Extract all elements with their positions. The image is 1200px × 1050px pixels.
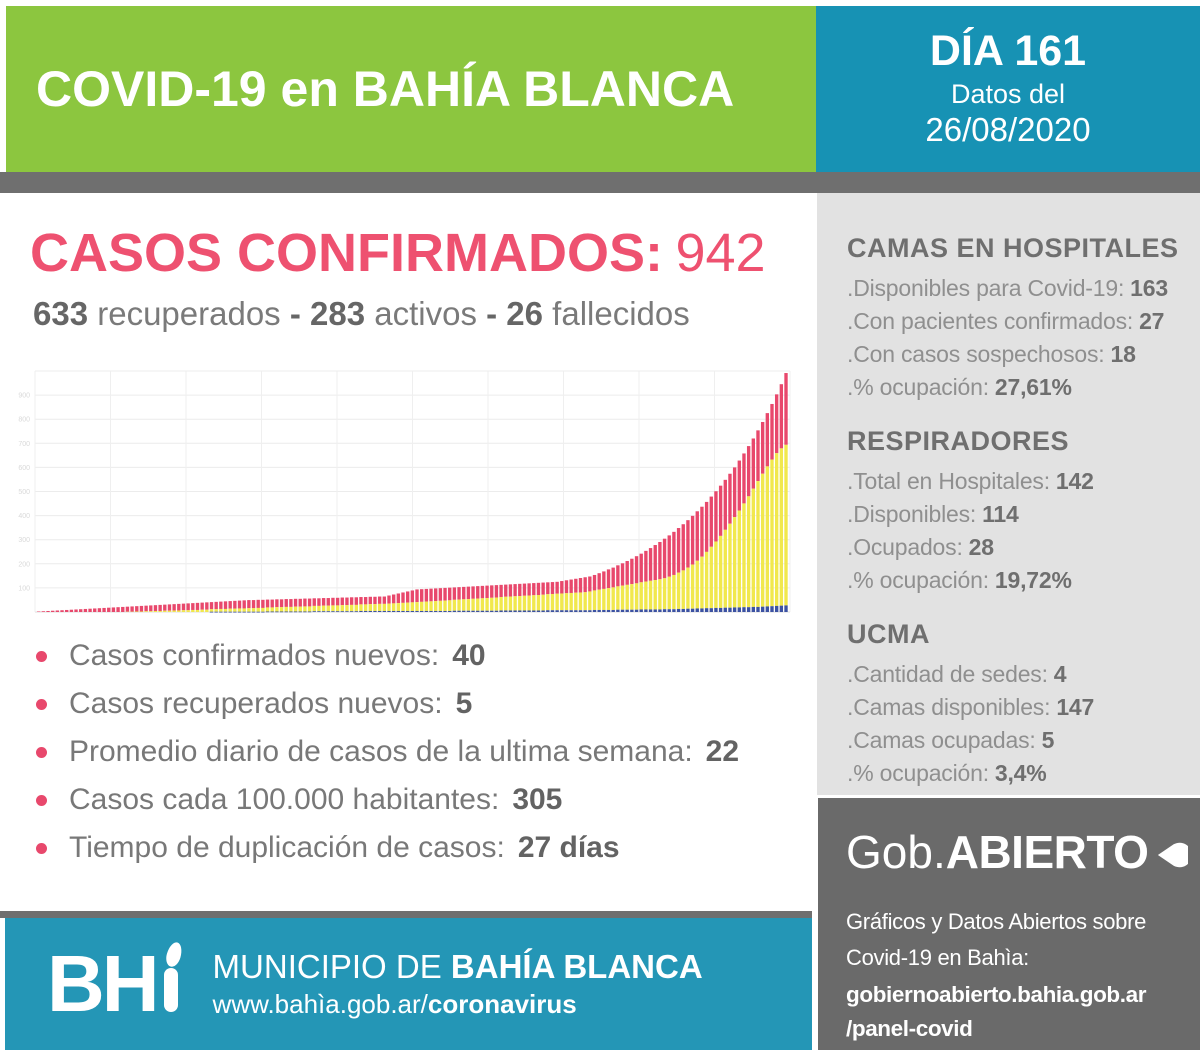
section-stat-label: .Camas disponibles: [847, 694, 1051, 720]
municipality-name-regular: MUNICIPIO DE [212, 948, 451, 985]
stat-value: 40 [452, 639, 486, 672]
bhi-logo-i-stem [164, 968, 178, 1012]
section-stat [847, 498, 1200, 531]
panel-description-line2: Covid-19 en Bahìa: [846, 945, 1029, 970]
municipality-url [213, 987, 703, 1021]
footer [5, 918, 812, 1050]
municipality-block [213, 947, 703, 1021]
stat-item [36, 776, 806, 824]
bhi-logo-i [163, 942, 183, 1026]
section-title: RESPIRADORES [847, 426, 1070, 456]
panel-description-line1: Gráficos y Datos Abiertos sobre [846, 909, 1147, 934]
municipality-url-regular: www.bahìa.gob.ar/ [212, 989, 428, 1019]
section-stat-label: .Disponibles: [847, 501, 977, 527]
svg-text:400: 400 [18, 513, 30, 521]
gov-logo-light: Gob. [846, 826, 946, 878]
section-stat [847, 371, 1200, 404]
municipality-name-bold: BAHÍA BLANCA [450, 948, 703, 985]
date-value: 26/08/2020 [925, 110, 1091, 148]
section-stat [847, 757, 1200, 790]
panel-description [846, 904, 1190, 976]
section-stat [847, 564, 1200, 597]
stat-item [36, 680, 806, 728]
section-stat-value: 27 [1139, 308, 1165, 334]
bullet-icon [36, 747, 47, 758]
section-stat [847, 531, 1200, 564]
section-stat-value: 114 [982, 501, 1019, 527]
gov-drop-icon [1156, 839, 1188, 871]
section-stat-label: .% ocupación: [847, 760, 989, 786]
summary-part: activos [365, 295, 487, 332]
svg-text:900: 900 [18, 392, 30, 400]
summary-part: - 283 [289, 295, 366, 332]
bhi-logo-text: BH [47, 939, 157, 1028]
section-stat-value: 3,4% [994, 760, 1047, 786]
confirmed-cases-heading [30, 222, 766, 284]
summary-part: recuperados [88, 295, 290, 332]
stat-value: 22 [705, 735, 740, 768]
svg-text:600: 600 [18, 464, 30, 472]
section-stat [847, 691, 1200, 724]
confirmed-count: 942 [675, 223, 766, 283]
date-label: Datos del [950, 79, 1066, 110]
divider-bar-bottom [0, 911, 812, 918]
section-stat-label: .Con pacientes confirmados: [847, 308, 1134, 334]
stat-label: Casos confirmados nuevos: [69, 639, 440, 672]
confirmed-label: CASOS CONFIRMADOS: [30, 223, 663, 283]
bullet-icon [36, 651, 47, 662]
day-counter: DÍA 161 [929, 27, 1087, 76]
sidebar-section [847, 428, 1200, 597]
sidebar-section [847, 235, 1200, 404]
page-title: COVID-19 en BAHÍA BLANCA [36, 61, 735, 117]
section-stat-value: 142 [1055, 468, 1094, 494]
stat-label: Casos cada 100.000 habitantes: [69, 783, 500, 816]
panel-url-line1: gobiernoabierto.bahia.gob.ar [846, 982, 1147, 1007]
gov-abierto-panel [818, 798, 1200, 1050]
section-stat [847, 338, 1200, 371]
section-stat-value: 163 [1130, 275, 1168, 301]
section-stat [847, 465, 1200, 498]
gov-logo-bold: ABIERTO [945, 826, 1149, 878]
panel-url-line2: /panel-covid [846, 1016, 973, 1041]
section-stat-label: .Disponibles para Covid-19: [847, 275, 1125, 301]
stat-value: 27 días [517, 831, 620, 864]
svg-text:800: 800 [18, 416, 30, 424]
cases-chart [8, 363, 800, 619]
municipality-name [213, 947, 703, 987]
bullet-icon [36, 795, 47, 806]
cases-summary [33, 295, 690, 333]
section-stat-label: .Total en Hospitales: [847, 468, 1050, 494]
stat-value: 5 [455, 687, 473, 720]
sidebar-section [847, 621, 1200, 790]
section-stat [847, 272, 1200, 305]
header-date-box [816, 6, 1200, 172]
section-stat-label: .Cantidad de sedes: [847, 661, 1048, 687]
stat-item [36, 632, 806, 680]
section-stat-value: 147 [1056, 694, 1095, 720]
stat-item [36, 728, 806, 776]
hospital-stats-sidebar [817, 193, 1200, 795]
svg-text:700: 700 [18, 440, 30, 448]
municipality-url-bold: coronavirus [427, 989, 577, 1019]
bullet-icon [36, 843, 47, 854]
section-title: CAMAS EN HOSPITALES [847, 233, 1179, 263]
section-stat-label: .Con casos sospechosos: [847, 341, 1105, 367]
stat-value: 305 [512, 783, 563, 816]
stacked-bar-chart [8, 363, 800, 619]
stat-label: Tiempo de duplicación de casos: [69, 831, 505, 864]
section-stat-value: 28 [968, 534, 994, 560]
section-title: UCMA [847, 619, 930, 649]
panel-url [846, 978, 1190, 1046]
svg-text:300: 300 [18, 537, 30, 545]
stat-label: Casos recuperados nuevos: [69, 687, 443, 720]
section-stat-label: .% ocupación: [847, 567, 989, 593]
bhi-logo-i-dot [163, 941, 183, 969]
summary-part: fallecidos [543, 295, 690, 332]
stat-item [36, 824, 806, 872]
svg-text:500: 500 [18, 489, 30, 496]
header-green [6, 6, 816, 172]
svg-text:200: 200 [18, 561, 30, 569]
section-stat [847, 305, 1200, 338]
section-stat-value: 27,61% [994, 374, 1072, 400]
section-stat-value: 5 [1041, 727, 1055, 753]
divider-bar-top [0, 172, 1200, 193]
summary-part: - 26 [486, 295, 543, 332]
section-stat-label: .% ocupación: [847, 374, 989, 400]
section-stat [847, 724, 1200, 757]
summary-part: 633 [33, 295, 89, 332]
stats-list [36, 632, 806, 872]
stat-label: Promedio diario de casos de la ultima semana: [69, 735, 693, 768]
svg-text:100: 100 [18, 585, 30, 593]
section-stat-value: 4 [1053, 661, 1067, 687]
section-stat-value: 19,72% [994, 567, 1072, 593]
section-stat-label: .Ocupados: [847, 534, 963, 560]
bhi-logo [47, 939, 183, 1028]
bullet-icon [36, 699, 47, 710]
section-stat-value: 18 [1110, 341, 1136, 367]
section-stat-label: .Camas ocupadas: [847, 727, 1036, 753]
section-stat [847, 658, 1200, 691]
gov-abierto-logo [846, 826, 1190, 878]
